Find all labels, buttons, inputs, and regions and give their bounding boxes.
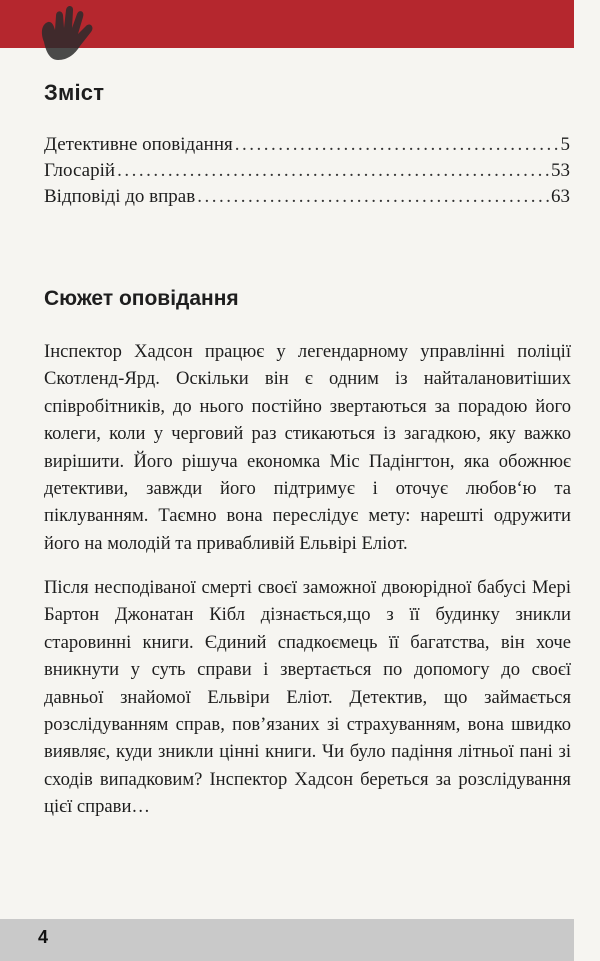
toc-leader-dots: [197, 184, 549, 210]
toc-item[interactable]: [44, 158, 570, 184]
table-of-contents: [44, 132, 570, 210]
toc-item-page: 63: [551, 186, 570, 207]
toc-leader-dots: [117, 158, 549, 184]
toc-item-page: 5: [560, 134, 570, 155]
footer-band: [0, 919, 574, 961]
toc-item[interactable]: [44, 132, 570, 158]
plot-paragraph: Інспектор Хадсон працює у легендарному управлінні поліції Скотленд-Ярд. Оскільки він є одним із найталановитіших співробітників, до нього постійно звертаються за порадою його колеги, коли у черговий раз стикаються із загадкою, яку важко вирішити. Його рішуча економка Міс Падінгтон, яка обожнює детективи, завжди його підтримує і оточує любов‘ю та піклуванням. Таємно вона переслідує мету: нарешті одружити його на молодій та привабливій Ельвірі Еліот.: [44, 341, 571, 554]
toc-leader-dots: [235, 132, 559, 158]
toc-item-label: Глосарій: [44, 160, 116, 181]
page-number: 4: [38, 927, 49, 947]
plot-paragraph: Після несподіваної смерті своєї заможної двоюрідної бабусі Мері Бартон Джонатан Кібл дізнається,що з її будинку зникли старовинні книги. Єдиний спадкоємець її багатства, він хоче вникнути у суть справи і звертається по допомогу до своєї давньої знайомої Ельвіри Еліот. Детектив, що займається розслідуванням справ, пов’язаних зі страхуванням, вона швидко виявляє, куди зникли цінні книги. Чи було падіння літньої пані зі сходів випадковим? Інспектор Хадсон береться за розслідування цієї справи…: [44, 577, 571, 818]
toc-item[interactable]: [44, 184, 570, 210]
toc-item-label: Детективне оповідання: [44, 134, 233, 155]
section-title: Сюжет оповідання: [44, 287, 239, 310]
handprint-icon: [30, 2, 100, 68]
toc-item-page: 53: [551, 160, 570, 181]
toc-item-label: Відповіді до вправ: [44, 186, 196, 207]
toc-title: Зміст: [44, 80, 105, 105]
